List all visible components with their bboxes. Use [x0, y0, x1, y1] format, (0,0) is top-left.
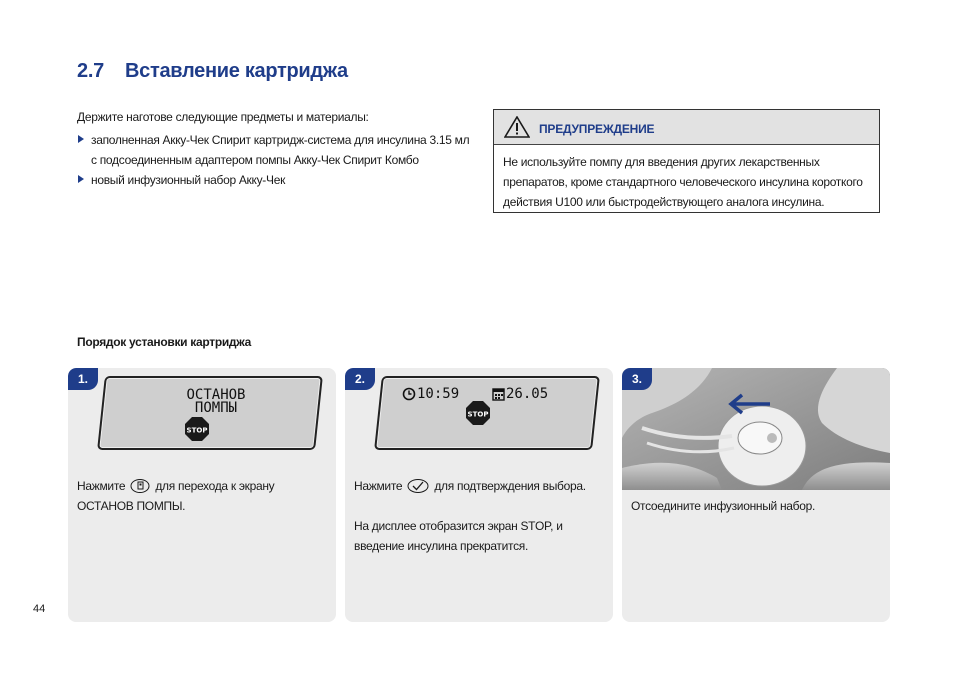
intro-text: Держите наготове следующие предметы и материалы:	[77, 110, 369, 124]
menu-button-icon	[130, 478, 150, 494]
check-button-icon	[407, 478, 429, 494]
clock-icon	[402, 387, 416, 401]
step-number: 1.	[68, 368, 98, 390]
step-card-1	[68, 368, 336, 622]
step-2-text-after: для подтверждения выбора.	[434, 479, 586, 493]
step-1-text-before: Нажмите	[77, 479, 126, 493]
warning-title: ПРЕДУПРЕЖДЕНИЕ	[539, 122, 655, 136]
warning-box	[493, 109, 880, 213]
display-date: 26.05	[506, 386, 549, 402]
steps-heading: Порядок установки картриджа	[77, 335, 251, 349]
step-number: 2.	[345, 368, 375, 390]
step-2-text	[354, 476, 606, 496]
warning-text: Не используйте помпу для введения других лекарственных препаратов, кроме стандартного человеческого инсулина короткого действия U100 или быстродействующего аналога инсулина.	[503, 155, 863, 209]
stop-sign-icon	[465, 400, 491, 426]
materials-list	[77, 130, 477, 190]
section-number: 2.7	[77, 60, 104, 82]
section-heading	[77, 60, 348, 83]
display-time: 10:59	[417, 386, 460, 402]
disconnect-infusion-set-photo	[622, 368, 890, 490]
left-arrow-icon	[728, 393, 772, 415]
step-1-text	[77, 476, 327, 516]
stop-sign-icon	[184, 416, 210, 442]
page-number: 44	[33, 603, 46, 615]
step-1-text-after: для перехода к экрану ОСТАНОВ ПОМПЫ.	[77, 479, 275, 513]
stop-label: STOP	[467, 410, 489, 419]
step-2-note: На дисплее отобразится экран STOP, и введение инсулина прекратится.	[354, 519, 563, 553]
warning-header	[494, 110, 879, 145]
step-number: 3.	[622, 368, 652, 390]
step-3-text: Отсоедините инфузионный набор.	[631, 499, 816, 513]
step-card-2	[345, 368, 613, 622]
warning-triangle-icon	[504, 116, 530, 138]
display-line-2: ПОМПЫ	[194, 400, 238, 416]
step-2-text-before: Нажмите	[354, 479, 403, 493]
calendar-icon	[492, 387, 505, 401]
step-card-3	[622, 368, 890, 622]
display-line-1: ОСТАНОВ	[186, 387, 246, 403]
section-title: Вставление картриджа	[125, 60, 348, 82]
list-item: заполненная Акку-Чек Спирит картридж-система для инсулина 3.15 мл с подсоединенным адаптером помпы Акку-Чек Спирит Комбо	[77, 130, 477, 170]
list-item: новый инфузионный набор Акку-Чек	[77, 170, 477, 190]
stop-label: STOP	[186, 426, 208, 435]
